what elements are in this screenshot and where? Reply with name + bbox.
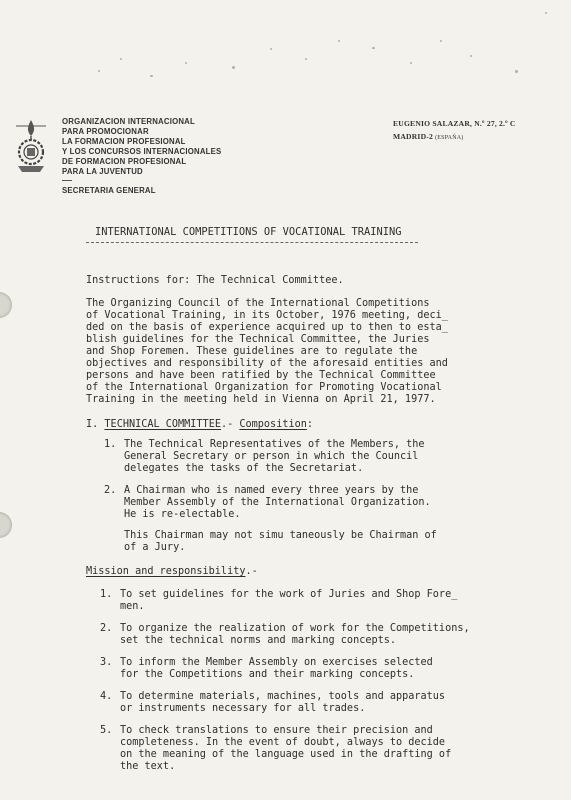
document-title: INTERNATIONAL COMPETITIONS OF VOCATIONAL TRAINING [95, 226, 402, 238]
intro-line: Training in the meeting held in Vienna on April 21, 1977. [86, 394, 436, 405]
list-item-line: on the meaning of the language used in the drafting of [120, 749, 452, 760]
list-item-line: completeness. In the event of doubt, always to decide [120, 737, 446, 748]
intro-line: of the International Organization for Promoting Vocational [86, 382, 442, 393]
list-number: 2. [104, 485, 117, 496]
list-item-line: A Chairman who is named every three years by the [124, 485, 419, 496]
address-city: MADRID-2 [393, 132, 433, 141]
list-item-line: the text. [120, 761, 176, 772]
list-item-line: The Technical Representatives of the Members, the [124, 439, 425, 450]
organization-line: DE FORMACION PROFESIONAL [62, 157, 187, 167]
list-item-line: To set guidelines for the work of Juries and Shop Fore_ [120, 589, 458, 600]
organization-line: LA FORMACION PROFESIONAL [62, 137, 186, 147]
address-country: (ESPAÑA) [435, 135, 464, 141]
intro-line: objectives and responsibility of the aforesaid entities and [86, 358, 448, 369]
organization-line: Y LOS CONCURSOS INTERNACIONALES [62, 147, 222, 157]
instructions-heading: Instructions for: The Technical Committee. [86, 275, 344, 286]
list-number: 2. [100, 623, 113, 634]
chairman-note-line: of a Jury. [124, 542, 186, 553]
punch-hole [0, 512, 12, 538]
list-item-line: To determine materials, machines, tools and apparatus [120, 691, 446, 702]
intro-line: ded on the basis of experience acquired up to then to esta_ [86, 322, 448, 333]
intro-line: of Vocational Training, in its October, 1976 meeting, deci_ [86, 310, 448, 321]
organization-line: PARA LA JUVENTUD [62, 167, 143, 177]
address-street: EUGENIO SALAZAR, N.º 27, 2.º C [393, 119, 516, 128]
letterhead-divider [62, 180, 72, 181]
section-name: TECHNICAL COMMITTEE [104, 419, 221, 430]
section-colon: : [306, 419, 313, 430]
address-block [393, 117, 516, 145]
organization-line: PARA PROMOCIONAR [62, 127, 149, 137]
intro-line: and Shop Foremen. These guidelines are to regulate the [86, 346, 418, 357]
intro-line: The Organizing Council of the International Competitions [86, 298, 430, 309]
chairman-note-line: This Chairman may not simu taneously be Chairman of [124, 530, 437, 541]
list-item-line: He is re-electable. [124, 509, 241, 520]
intro-line: blish guidelines for the Technical Committee, the Juries [86, 334, 430, 345]
punch-hole [0, 292, 12, 318]
mission-heading [86, 566, 258, 578]
mission-suffix: .- [245, 566, 258, 577]
list-item-line: To organize the realization of work for the Competitions, [120, 623, 470, 634]
list-item-line: set the technical norms and marking concepts. [120, 635, 397, 646]
list-number: 3. [100, 657, 113, 668]
list-number: 1. [104, 439, 117, 450]
section-number: I. [86, 419, 99, 430]
list-number: 5. [100, 725, 113, 736]
department-name: SECRETARIA GENERAL [62, 185, 156, 195]
section-dash: .- [220, 419, 234, 430]
title-underline [86, 242, 418, 243]
list-item-line: delegates the tasks of the Secretariat. [124, 463, 364, 474]
organization-letterhead [62, 117, 221, 196]
list-item-line: for the Competitions and their marking concepts. [120, 669, 415, 680]
section-subheading: Composition [239, 419, 307, 430]
list-item-line: General Secretary or person in which the Council [124, 451, 419, 462]
list-item-line: Member Assembly of the International Organization. [124, 497, 431, 508]
intro-line: persons and have been ratified by the Technical Committee [86, 370, 436, 381]
section-heading [86, 419, 313, 431]
list-item-line: men. [120, 601, 145, 612]
mission-heading-text: Mission and responsibility [86, 566, 246, 577]
list-item-line: To inform the Member Assembly on exercises selected [120, 657, 433, 668]
list-item-line: To check translations to ensure their precision and [120, 725, 433, 736]
list-number: 4. [100, 691, 113, 702]
organization-line: ORGANIZACION INTERNACIONAL [62, 117, 195, 126]
organization-emblem-icon [12, 118, 50, 176]
list-item-line: or instruments necessary for all trades. [120, 703, 366, 714]
address-city-line [393, 130, 516, 145]
list-number: 1. [100, 589, 113, 600]
